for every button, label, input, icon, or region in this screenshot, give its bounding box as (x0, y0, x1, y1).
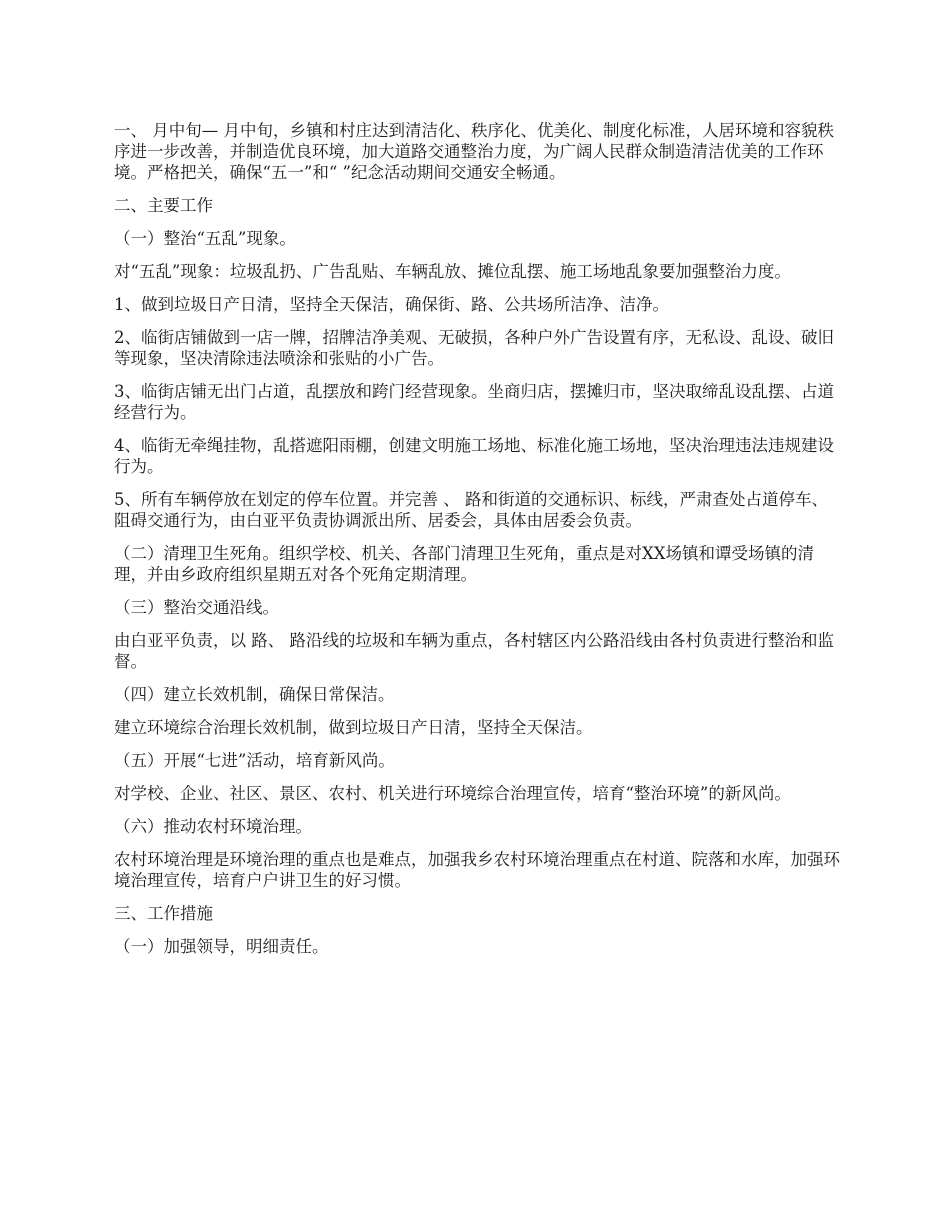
paragraph-intro: 一、 月中旬— 月中旬，乡镇和村庄达到清洁化、秩序化、优美化、制度化标准，人居环境和容貌秩序进一步改善，并制造优良环境，加大道路交通整治力度，为广阔人民群众制造清洁优美的工作环境。严格把关，确保“五一”和“ ”纪念活动期间交通安全畅通。 (114, 121, 834, 182)
list-item-4: 4、临街无牵绳挂物，乱搭遮阳雨棚，创建文明施工场地、标准化施工场地，坚决治理违法违规建设行为。 (114, 436, 834, 476)
subheading-rural: （六）推动农村环境治理。 (114, 817, 312, 836)
list-item-5: 5、所有车辆停放在划定的停车位置。并完善 、 路和街道的交通标识、标线，严肃查处占道停车、阻碍交通行为，由白亚平负责协调派出所、居委会，具体由居委会负责。 (114, 490, 828, 530)
paragraph-traffic-lines: 由白亚平负责，以 路、 路沿线的垃圾和车辆为重点，各村辖区内公路沿线由各村负责进行整治和监督。 (114, 631, 834, 671)
list-item-2: 2、临街店铺做到一店一牌，招牌洁净美观、无破损，各种户外广告设置有序，无私设、乱设、破旧等现象，坚决清除违法喷涂和张贴的小广告。 (114, 328, 834, 368)
paragraph-five-chaos: 对“五乱”现象：垃圾乱扔、广告乱贴、车辆乱放、摊位乱摆、施工场地乱象要加强整治力度。 (114, 262, 791, 281)
paragraph-long-term: 建立环境综合治理长效机制，做到垃圾日产日清，坚持全天保洁。 (114, 718, 593, 737)
subheading-long-term: （四）建立长效机制，确保日常保洁。 (114, 685, 395, 704)
list-item-1: 1、做到垃圾日产日清，坚持全天保洁，确保街、路、公共场所洁净、洁净。 (114, 295, 669, 314)
subheading-leadership: （一）加强领导，明细责任。 (114, 937, 329, 956)
list-item-3: 3、临街店铺无出门占道，乱摆放和跨门经营现象。坐商归店，摆摊归市，坚决取缔乱设乱摆、占道经营行为。 (114, 382, 834, 422)
subheading-traffic-lines: （三）整治交通沿线。 (114, 598, 279, 617)
document-body (114, 120, 844, 969)
paragraph-sanitation-corners: （二）清理卫生死角。组织学校、机关、各部门清理卫生死角，重点是对XX场镇和谭受场镇的清理，并由乡政府组织星期五对各个死角定期清理。 (114, 544, 814, 584)
paragraph-rural: 农村环境治理是环境治理的重点也是难点，加强我乡农村环境治理重点在村道、院落和水库，加强环境治理宣传，培育户户讲卫生的好习惯。 (114, 850, 840, 890)
subheading-seven-entries: （五）开展“七进”活动，培育新风尚。 (114, 751, 395, 770)
section-heading-main-work: 二、主要工作 (114, 196, 213, 215)
subheading-five-chaos: （一）整治“五乱”现象。 (114, 229, 296, 248)
section-heading-measures: 三、工作措施 (114, 904, 213, 923)
paragraph-seven-entries: 对学校、企业、社区、景区、农村、机关进行环境综合治理宣传，培育“整治环境”的新风尚。 (114, 784, 791, 803)
